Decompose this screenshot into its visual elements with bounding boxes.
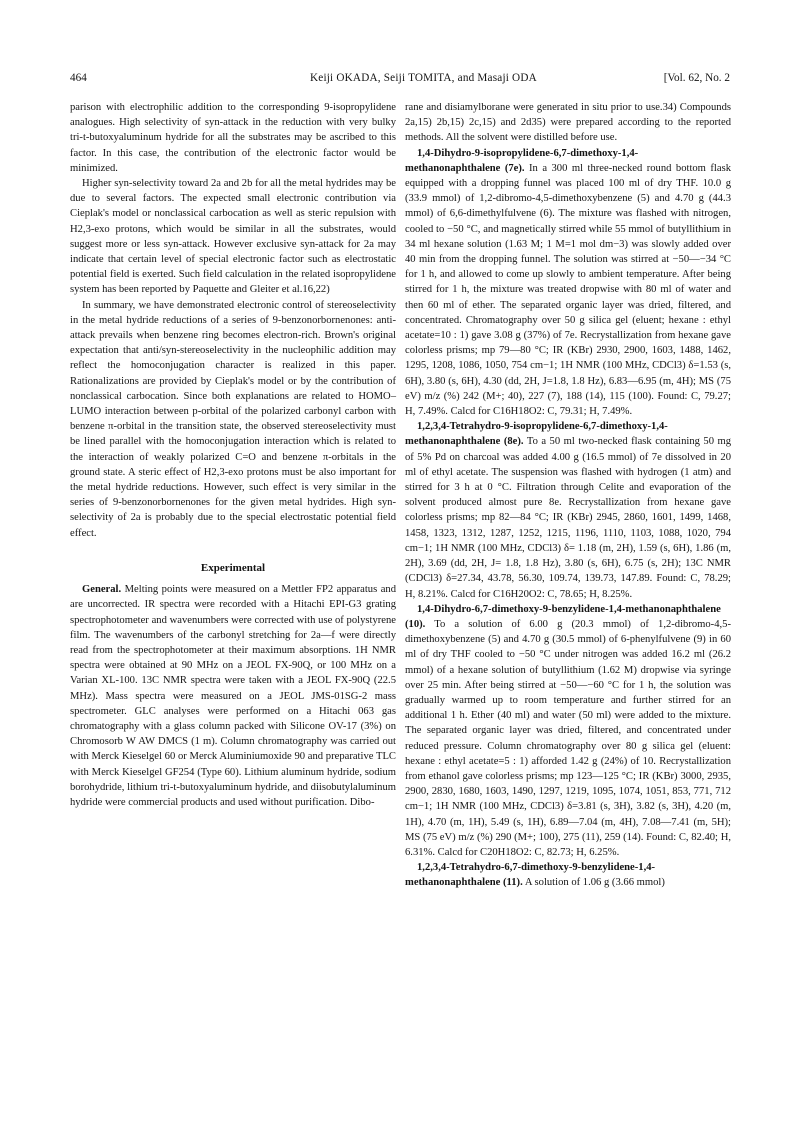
procedure-7e (405, 146, 731, 420)
procedure-text: To a 50 ml two-necked flask containing 50 mg of 5% Pd on charcoal was added 4.00 g (16.5 mmol) of 7e dissolved in 20 ml of ethyl acetate. The suspension was flashed with hydrogen (1 atm) and stirred for 3 h at 0 °C. Filtration through Celite and evaporation of the solvent produced almost pure 8e. Recrystallization from hexane gave colorless prisms; mp 82—84 °C; IR (KBr) 2945, 2860, 1601, 1499, 1468, 1458, 1323, 1312, 1287, 1252, 1215, 1196, 1110, 1103, 1088, 1020, 794 cm−1; 1H NMR (100 MHz, CDCl3) δ= 1.18 (m, 2H), 1.59 (s, 6H), 1.86 (m, 2H), 3.69 (dd, 2H, J= 1.8, 1.8 Hz), 3.80 (s, 6H), 6.75 (s, 2H); 13C NMR (CDCl3) δ=27.34, 43.78, 56.30, 109.74, 139.73, 147.89. Found: C, 78.29; H, 8.21%. Calcd for C16H20O2: C, 78.65; H, 8.25%. (405, 436, 731, 600)
procedure-8e (405, 419, 731, 601)
procedure-10 (405, 602, 731, 860)
section-heading: Experimental (200, 561, 266, 574)
page-number: 464 (70, 72, 87, 84)
paragraph: parison with electrophilic addition to the corresponding 9-isopropylidene analogues. High selectivity of syn-attack in the reduction with very bulky tri-t-butoxyaluminum hydride for all the substrates may be ascribed to this factor. In this case, the contribution of the electronic factor would be minimized. (70, 102, 396, 174)
left-column (70, 100, 396, 810)
running-header (70, 72, 730, 88)
compound-heading: 1,2,3,4-Tetrahydro-9-isopropylidene-6,7-dimethoxy-1,4-methanonaphthalene (8e). (405, 421, 668, 448)
paragraph: Higher syn-selectivity toward 2a and 2b for all the metal hydrides may be due to several factors. The expected small electronic contribution via Cieplak's model or nonclassical carbocation as well as steric repulsion with H2,3-exo protons, which would be similar in all the substrates, would suggest more or less syn-attack. However exclusive syn-attack for 2a may indicate that certain level of special electronic factor such as electrostatic potential field is exerted. Such field calculation in the related isopropylidene system has been reported by Paquette and Gleiter et al.16,22) (70, 178, 396, 296)
volume-info: [Vol. 62, No. 2 (663, 72, 730, 84)
compound-heading: 1,4-Dihydro-9-isopropylidene-6,7-dimethoxy-1,4-methanonaphthalene (7e). (405, 147, 639, 174)
procedure-11 (405, 860, 731, 890)
paragraph: rane and disiamylborane were generated in situ prior to use.34) Compounds 2a,15) 2b,15) 2c,15) and 2d35) were prepared according to the reported methods. All the solvent were distilled before use. (405, 102, 731, 144)
procedure-text: To a solution of 6.00 g (20.3 mmol) of 1,2-dibromo-4,5-dimethoxybenzene (5) and 4.70 g (30.5 mmol) of 6-phenylfulvene (9) in 60 ml of dry THF cooled to −50 °C under nitrogen was added 16.2 ml (26.2 mmol) of a hexane solution of butyllithium (1.62 M) dropwise via syringe over 25 min. After being stirred at −50—−60 °C for 1 h, the solution was gradually warmed up to room temperature and further stirred for an additional 1 h. Ether (40 ml) and water (50 ml) were added to the mixture. The separated organic layer was dried, filtered, and concentrated under reduced pressure. Column chromatography over 80 g silica gel (eluent: hexane : ethyl acetate=5 : 1) afforded 1.42 g (24%) of 10. Recrystallization from ethanol gave colorless prisms; mp 123—125 °C; IR (KBr) 3000, 2935, 2900, 2830, 1680, 1603, 1490, 1297, 1219, 1095, 1074, 1051, 853, 771, 712 cm−1; 1H NMR (100 MHz, CDCl3) δ=3.81 (s, 3H), 3.82 (s, 3H), 4.20 (m, 1H), 4.70 (m, 1H), 5.49 (s, 1H), 6.89—7.04 (m, 4H), 7.08—7.41 (m, 5H); MS (75 eV) m/z (%) 290 (M+; 100), 275 (11), 259 (14). Found: C, 82.40; H, 6.31%. Calcd for C20H18O2: C, 82.73; H, 6.25%. (405, 618, 731, 858)
compound-heading: 1,4-Dihydro-6,7-dimethoxy-9-benzylidene-1,4-methanonaphthalene (10). (405, 603, 721, 630)
right-column (405, 100, 731, 891)
paragraph-general (70, 582, 396, 810)
running-authors: Keiji OKADA, Seiji TOMITA, and Masaji ODA (310, 72, 537, 84)
compound-heading: 1,2,3,4-Tetrahydro-6,7-dimethoxy-9-benzylidene-1,4-methanonaphthalene (11). (405, 862, 656, 889)
procedure-text: In a 300 ml three-necked round bottom flask equipped with a dropping funnel was placed 100 ml of dry THF. 10.0 g (33.9 mmol) of 1,2-dibromo-4,5-dimethoxybenzene (5) and 4.70 g (44.3 mmol) of 6,6-dimethylfulvene (6). The mixture was flashed with nitrogen, cooled to −50 °C, and magnetically stirred while 55 mmol of butyllithium in 34 ml hexane solution (1.63 M; 1 M=1 mol dm−3) was slowly added over 40 min from the dropping funnel. The solution was stirred at −50—−34 °C for 1 h, and allowed to come up slowly to ambient temperature. After being stirred for 1 h, the mixture was treated dropwise with 80 ml of water and then 60 ml of ether. The separated organic layer was dried, filtered, and concentrated. Chromatography over 50 g silica gel (eluent; hexane : ethyl acetate=10 : 1) gave 3.08 g (37%) of 7e. Recrystallization from hexane gave colorless prisms; mp 79—80 °C; IR (KBr) 2930, 2900, 1603, 1488, 1462, 1295, 1208, 1086, 1050, 754 cm−1; 1H NMR (100 MHz, CDCl3) δ=1.53 (s, 6H), 3.80 (s, 6H), 4.30 (dd, 2H, J=1.8, 1.8 Hz), 6.83—6.95 (m, 4H); MS (75 eV) m/z (%) 242 (M+; 40), 227 (7), 188 (14), 115 (100). Found: C, 79.27; H, 7.49%. Calcd for C16H18O2: C, 79.31; H, 7.49%. (405, 162, 731, 418)
run-in-heading: General. (82, 584, 122, 596)
paragraph: In summary, we have demonstrated electronic control of stereoselectivity in the metal hydride reductions of a series of 9-benzonorbornenones: anti-attack prevails when benzene ring becomes electron-rich. Brown's original expectation that anti/syn-stereoselectivity in the nucleophilic addition may reflect the homoconjugation character is realized in this paper. Rationalizations are provided by Cieplak's model or by the contribution of nonclassical carbocation. Since both explanations are related to HOMO–LUMO interaction between p-orbital of the polarized carbonyl carbon with benzene π-orbital in the transition state, the observed stereoselectivity must be lined parallel with the homoconjugation interaction which is related to the interaction of weakly polarized C=O and benzene π-orbitals in the ground state. A steric effect of H2,3-exo protons must be also important for the metal hydride reductions. However, such effect is very similar in the series of 9-benzonorbornenones for the given metal hydrides. High syn-selectivity of 2a is probably due to the special electrostatic potential field effect. (70, 299, 396, 539)
procedure-text: A solution of 1.06 g (3.66 mmol) (524, 877, 665, 889)
paragraph-text: Melting points were measured on a Mettler FP2 apparatus and are uncorrected. IR spectra were recorded with a Hitachi EPI-G3 grating spectrophotometer and wavenumbers were corrected with use of polystyrene film. The wavenumbers of the carbonyl stretching for 2a—f were directly read from the spectrophotometer at their maximum absorptions. 1H NMR spectra were obtained at 90 MHz on a JEOL FX-90Q, or 100 MHz on a Varian XL-100. 13C NMR spectra were taken with a JEOL FX-90Q (22.5 MHz). Mass spectra were measured on a JEOL JMS-01SG-2 mass spectrometer. GLC analyses were performed on a Hitachi 063 gas chromatography with a glass column packed with Silicone OV-17 (3%) on Chromosorb W AW DMCS (1 m). Column chromatography was carried out with Merck Kieselgel 60 or Merck Aluminiumoxide 90 and preparative TLC with Merck Kieselgel GF254 (Type 60). Lithium aluminum hydride, sodium borohydride, lithium tri-t-butoxyaluminum hydride, and diisobutylaluminum hydride were commercial products and used without purification. Dibo- (70, 584, 396, 808)
